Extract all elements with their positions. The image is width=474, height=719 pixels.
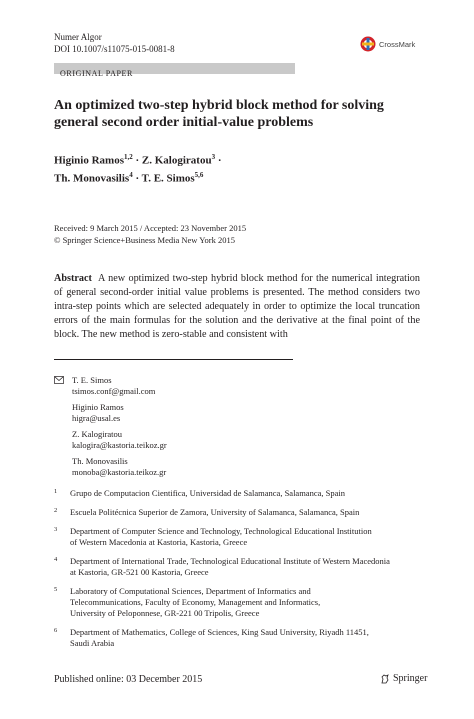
affiliation-line: Department of Mathematics, College of Sciences, King Saud University, Riyadh 11451,: [70, 627, 369, 637]
title-line: general second order initial-value problems: [54, 115, 314, 130]
crossmark-label: CrossMark: [379, 39, 416, 49]
springer-horse-icon: [380, 674, 390, 684]
affiliation-item: [54, 556, 424, 578]
affiliation-number: 3: [54, 526, 58, 533]
affiliation-item: [54, 526, 424, 548]
affiliation-line: Laboratory of Computational Sciences, Department of Informatics and: [70, 586, 311, 596]
author-affil-ref: 5,6: [194, 170, 204, 179]
affiliation-line: Telecommunications, Faculty of Economy, Management and Informatics,: [70, 597, 321, 607]
author-name: T. E. Simos: [141, 172, 195, 185]
section-label: ORIGINAL PAPER: [60, 69, 133, 78]
affiliation-line: Department of International Trade, Technological Educational Institute of Western Macedonia: [70, 556, 390, 566]
affiliation-line: Escuela Politécnica Superior de Zamora, University of Salamanca, Salamanca, Spain: [70, 507, 360, 517]
journal-name: Numer Algor: [54, 32, 102, 42]
affiliation-number: 2: [54, 507, 58, 514]
author-name: Z. Kalogiratou: [141, 154, 212, 167]
contact-email[interactable]: tsimos.conf@gmail.com: [72, 386, 156, 396]
contact-item: [54, 402, 167, 424]
contact-name: Z. Kalogiratou: [72, 429, 123, 439]
contact-email[interactable]: higra@usal.es: [72, 413, 121, 423]
journal-header: [54, 31, 175, 55]
section-bar: [54, 63, 295, 78]
contact-item: [54, 456, 167, 478]
author-list: [54, 150, 434, 185]
affiliation-line: Grupo de Computacion Cientifica, Universidad de Salamanca, Salamanca, Spain: [70, 488, 345, 498]
doi: DOI 10.1007/s11075-015-0081-8: [54, 44, 175, 54]
contact-item: [54, 429, 167, 451]
author-name: Higinio Ramos: [54, 154, 124, 167]
affiliation-number: 6: [54, 627, 58, 634]
affiliation-item: [54, 488, 424, 499]
author-name: Th. Monovasilis: [54, 172, 130, 185]
affiliation-line: of Western Macedonia at Kastoria, Kastoria, Greece: [70, 537, 248, 547]
affiliation-line: at Kastoria, GR-521 00 Kastoria, Greece: [70, 567, 209, 577]
abstract-text: A new optimized two-step hybrid block method for the numerical integration of general second-order initial value problems is presented. The method considers two intra-step points which are selected adequately in order to optimize the local truncation errors of the main formulas for the solution and the derivative at the final point of the block. The new method is zero-stable and consistent with: [54, 273, 420, 340]
abstract: [54, 272, 420, 342]
received-accepted: Received: 9 March 2015 / Accepted: 23 November 2015: [54, 223, 247, 233]
abstract-heading: Abstract: [54, 273, 92, 284]
affiliation-number: 5: [54, 586, 58, 593]
contact-name: T. E. Simos: [72, 375, 112, 385]
crossmark-icon: [360, 36, 376, 52]
paper-title: [54, 97, 434, 131]
envelope-icon: [54, 376, 64, 384]
affiliation-line: University of Peloponnese, GR-221 00 Tripolis, Greece: [70, 608, 260, 618]
affiliation-number: 1: [54, 488, 58, 495]
author-affil-ref: 3: [211, 153, 216, 161]
springer-logo: [380, 673, 427, 684]
author-affil-ref: 4: [129, 170, 133, 179]
author-separator: ·: [132, 154, 142, 167]
contact-email[interactable]: monoba@kastoria.teikoz.gr: [72, 467, 167, 477]
author-affil-ref: 1,2: [123, 153, 133, 161]
contact-item: [54, 375, 167, 397]
author-separator: ·: [215, 154, 222, 167]
affiliation-line: Department of Computer Science and Technology, Technological Educational Institution: [70, 526, 372, 536]
affiliation-item: [54, 586, 424, 619]
published-online: Published online: 03 December 2015: [54, 674, 203, 685]
copyright: © Springer Science+Business Media New York 2015: [54, 234, 235, 245]
affiliation-line: Saudi Arabia: [70, 638, 115, 648]
title-line: An optimized two-step hybrid block method for solving: [54, 98, 384, 113]
affiliation-item: [54, 627, 424, 649]
affiliation-item: [54, 507, 424, 518]
affiliation-number: 4: [54, 556, 58, 563]
contact-name: Th. Monovasilis: [72, 456, 128, 466]
contact-name: Higinio Ramos: [72, 402, 124, 412]
footnote-rule: [54, 359, 293, 360]
publication-dates: [54, 223, 246, 246]
affiliation-list: [54, 488, 424, 657]
publisher-name: Springer: [393, 673, 428, 684]
author-separator: ·: [132, 172, 142, 185]
contact-list: [54, 375, 167, 483]
contact-email[interactable]: kalogira@kastoria.teikoz.gr: [72, 440, 167, 450]
crossmark-badge[interactable]: [360, 36, 430, 52]
